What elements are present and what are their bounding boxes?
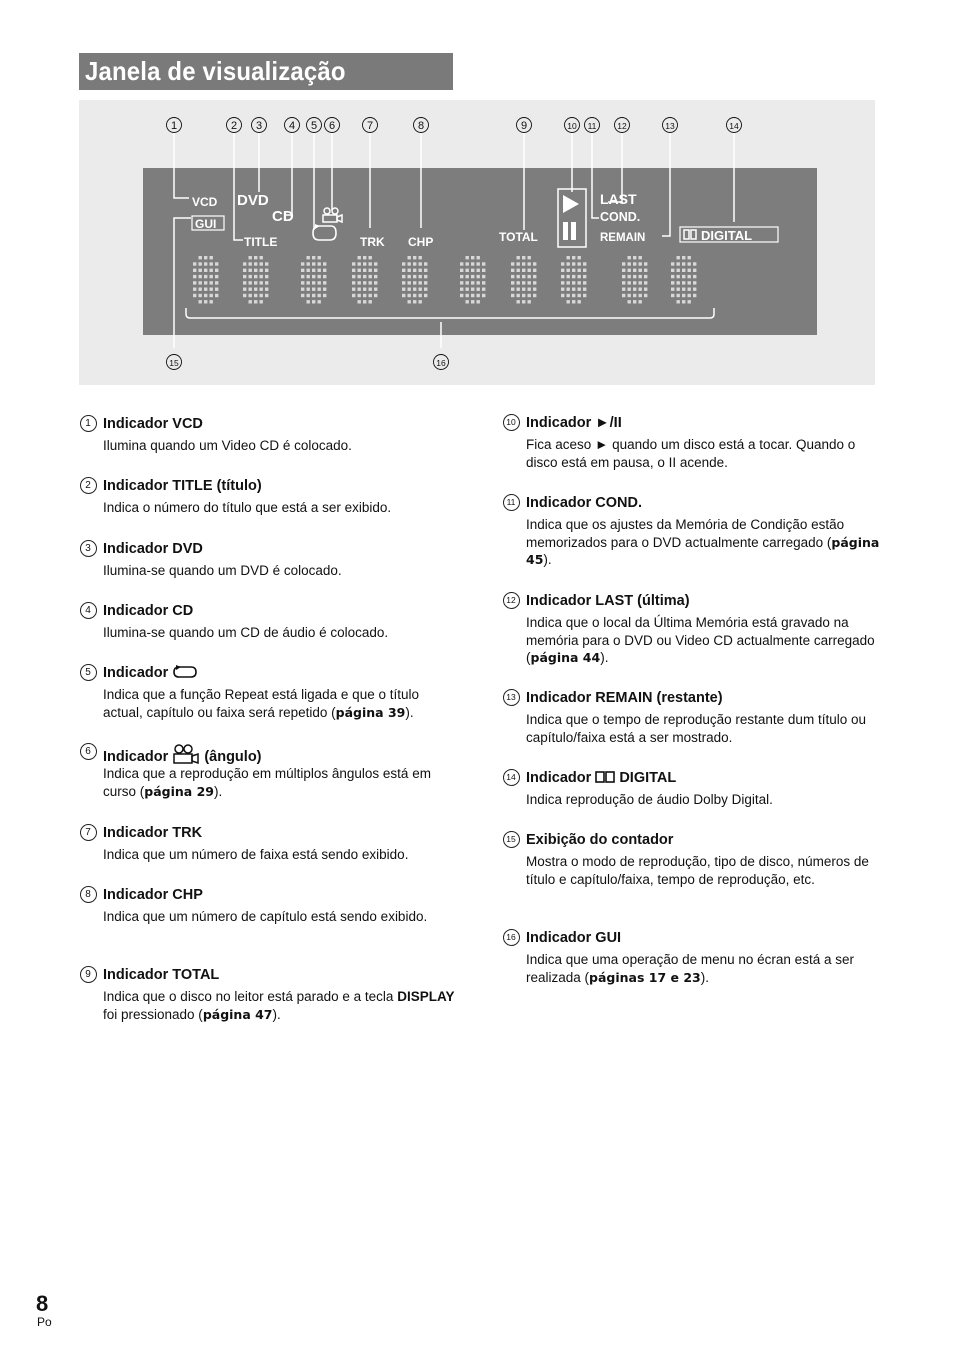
item-description: Indica que um número de capítulo está sendo exibido. xyxy=(103,909,428,924)
callout-number-2: 2 xyxy=(230,120,238,132)
callout-number-7: 7 xyxy=(366,120,374,132)
item-number: 16 xyxy=(502,927,520,946)
callout-number-9: 9 xyxy=(520,120,528,132)
item-heading: Indicador REMAIN (restante) xyxy=(526,690,723,706)
callout-number-16: 16 xyxy=(436,358,446,368)
total-label: TOTAL xyxy=(499,230,538,244)
item-heading: Indicador ►/II xyxy=(526,415,622,431)
item-heading: Indicador TOTAL xyxy=(103,967,220,983)
item-description: Indica que uma operação de menu no écran está a ser realizada (páginas 17 e 23). xyxy=(526,952,854,985)
item-heading: Indicador CD xyxy=(103,603,194,619)
callout-number-11: 11 xyxy=(587,121,597,131)
item-number: 3 xyxy=(79,538,97,557)
digital-label: DIGITAL xyxy=(701,228,753,243)
item-number: 4 xyxy=(79,600,97,619)
item-number: 5 xyxy=(79,662,97,681)
item-heading: Indicador TRK xyxy=(103,825,203,841)
item-description: Ilumina quando um Video CD é colocado. xyxy=(103,438,352,453)
item-heading: Indicador COND. xyxy=(526,495,643,511)
last-label: LAST xyxy=(600,191,637,207)
cd-label: CD xyxy=(272,208,294,225)
item-heading: Indicador TITLE (título) xyxy=(103,478,262,494)
item-description: Indica que o tempo de reprodução restante dum título ou capítulo/faixa está a ser mostrado. xyxy=(526,712,866,745)
pause-icon xyxy=(563,222,568,240)
item-number: 9 xyxy=(79,964,97,983)
item-description: Indica o número do título que está a ser exibido. xyxy=(103,500,392,515)
item-number: 6 xyxy=(79,741,97,760)
gui-label: GUI xyxy=(195,217,217,231)
remain-label: REMAIN xyxy=(600,232,646,244)
callout-number-4: 4 xyxy=(288,120,296,132)
item-number: 14 xyxy=(502,767,520,786)
callout-number-14: 14 xyxy=(729,121,739,131)
trk-label: TRK xyxy=(360,235,385,249)
item-heading: Indicador GUI xyxy=(526,930,622,946)
item-heading: Indicador (ângulo) xyxy=(103,744,262,765)
item-description: Indica reprodução de áudio Dolby Digital. xyxy=(526,792,773,807)
item-heading: Indicador VCD xyxy=(103,416,203,432)
callout-number-12: 12 xyxy=(617,121,627,131)
item-number: 1 xyxy=(79,413,97,432)
display-window-svg xyxy=(79,100,875,385)
callout-number-8: 8 xyxy=(417,120,425,132)
item-description: Indica que a função Repeat está ligada e que o título actual, capítulo ou faixa será repetido (página 39). xyxy=(103,687,419,720)
page-number: 8 xyxy=(36,1291,49,1316)
item-heading: Indicador xyxy=(103,665,198,681)
callout-number-5: 5 xyxy=(310,120,318,132)
item-heading: Indicador DIGITAL xyxy=(526,770,677,786)
item-number: 12 xyxy=(502,590,520,609)
item-description: Mostra o modo de reprodução, tipo de disco, números de título e capítulo/faixa, tempo de reprodução, etc. xyxy=(526,854,869,887)
callout-number-10: 10 xyxy=(567,121,577,131)
item-number: 8 xyxy=(79,884,97,903)
item-description: Indica que o local da Última Memória está gravado na memória para o DVD ou Video CD actualmente carregado (página 44). xyxy=(526,615,875,665)
page-title-bar xyxy=(79,53,453,90)
callout-number-1: 1 xyxy=(170,120,178,132)
item-number: 11 xyxy=(502,492,520,511)
page-title: Janela de visualização xyxy=(85,56,346,86)
vcd-label: VCD xyxy=(192,195,218,209)
item-number: 13 xyxy=(502,687,520,706)
item-description: Fica aceso ► quando um disco está a tocar. Quando o disco está em pausa, o II acende. xyxy=(526,437,856,470)
item-description: Indica que um número de faixa está sendo exibido. xyxy=(103,847,409,862)
item-heading: Indicador LAST (última) xyxy=(526,593,690,609)
callout-number-3: 3 xyxy=(255,120,263,132)
title-label: TITLE xyxy=(244,235,278,249)
item-description: Indica que os ajustes da Memória de Condição estão memorizados para o DVD actualmente carregado (página 45). xyxy=(526,517,880,567)
dolby-icon xyxy=(595,771,615,783)
item-heading: Indicador CHP xyxy=(103,887,203,903)
item-number: 2 xyxy=(79,475,97,494)
item-description: Ilumina-se quando um CD de áudio é colocado. xyxy=(103,625,389,640)
item-description: Ilumina-se quando um DVD é colocado. xyxy=(103,563,342,578)
callout-number-15: 15 xyxy=(169,358,179,368)
item-heading: Exibição do contador xyxy=(526,832,674,848)
page-language: Po xyxy=(37,1315,52,1329)
item-number: 7 xyxy=(79,822,97,841)
repeat-icon xyxy=(172,665,198,679)
item-number: 10 xyxy=(502,412,520,431)
callout-number-6: 6 xyxy=(328,120,336,132)
angle-icon xyxy=(172,744,200,764)
callout-number-13: 13 xyxy=(665,121,675,131)
item-number: 15 xyxy=(502,829,520,848)
dvd-label: DVD xyxy=(237,192,269,209)
item-description: Indica que a reprodução em múltiplos ângulos está em curso (página 29). xyxy=(103,766,431,799)
item-heading: Indicador DVD xyxy=(103,541,203,557)
display-window-diagram xyxy=(79,100,875,385)
item-description: Indica que o disco no leitor está parado e a tecla DISPLAY foi pressionado (página 47). xyxy=(103,989,455,1022)
chp-label: CHP xyxy=(408,235,434,249)
cond-label: COND. xyxy=(600,210,641,224)
